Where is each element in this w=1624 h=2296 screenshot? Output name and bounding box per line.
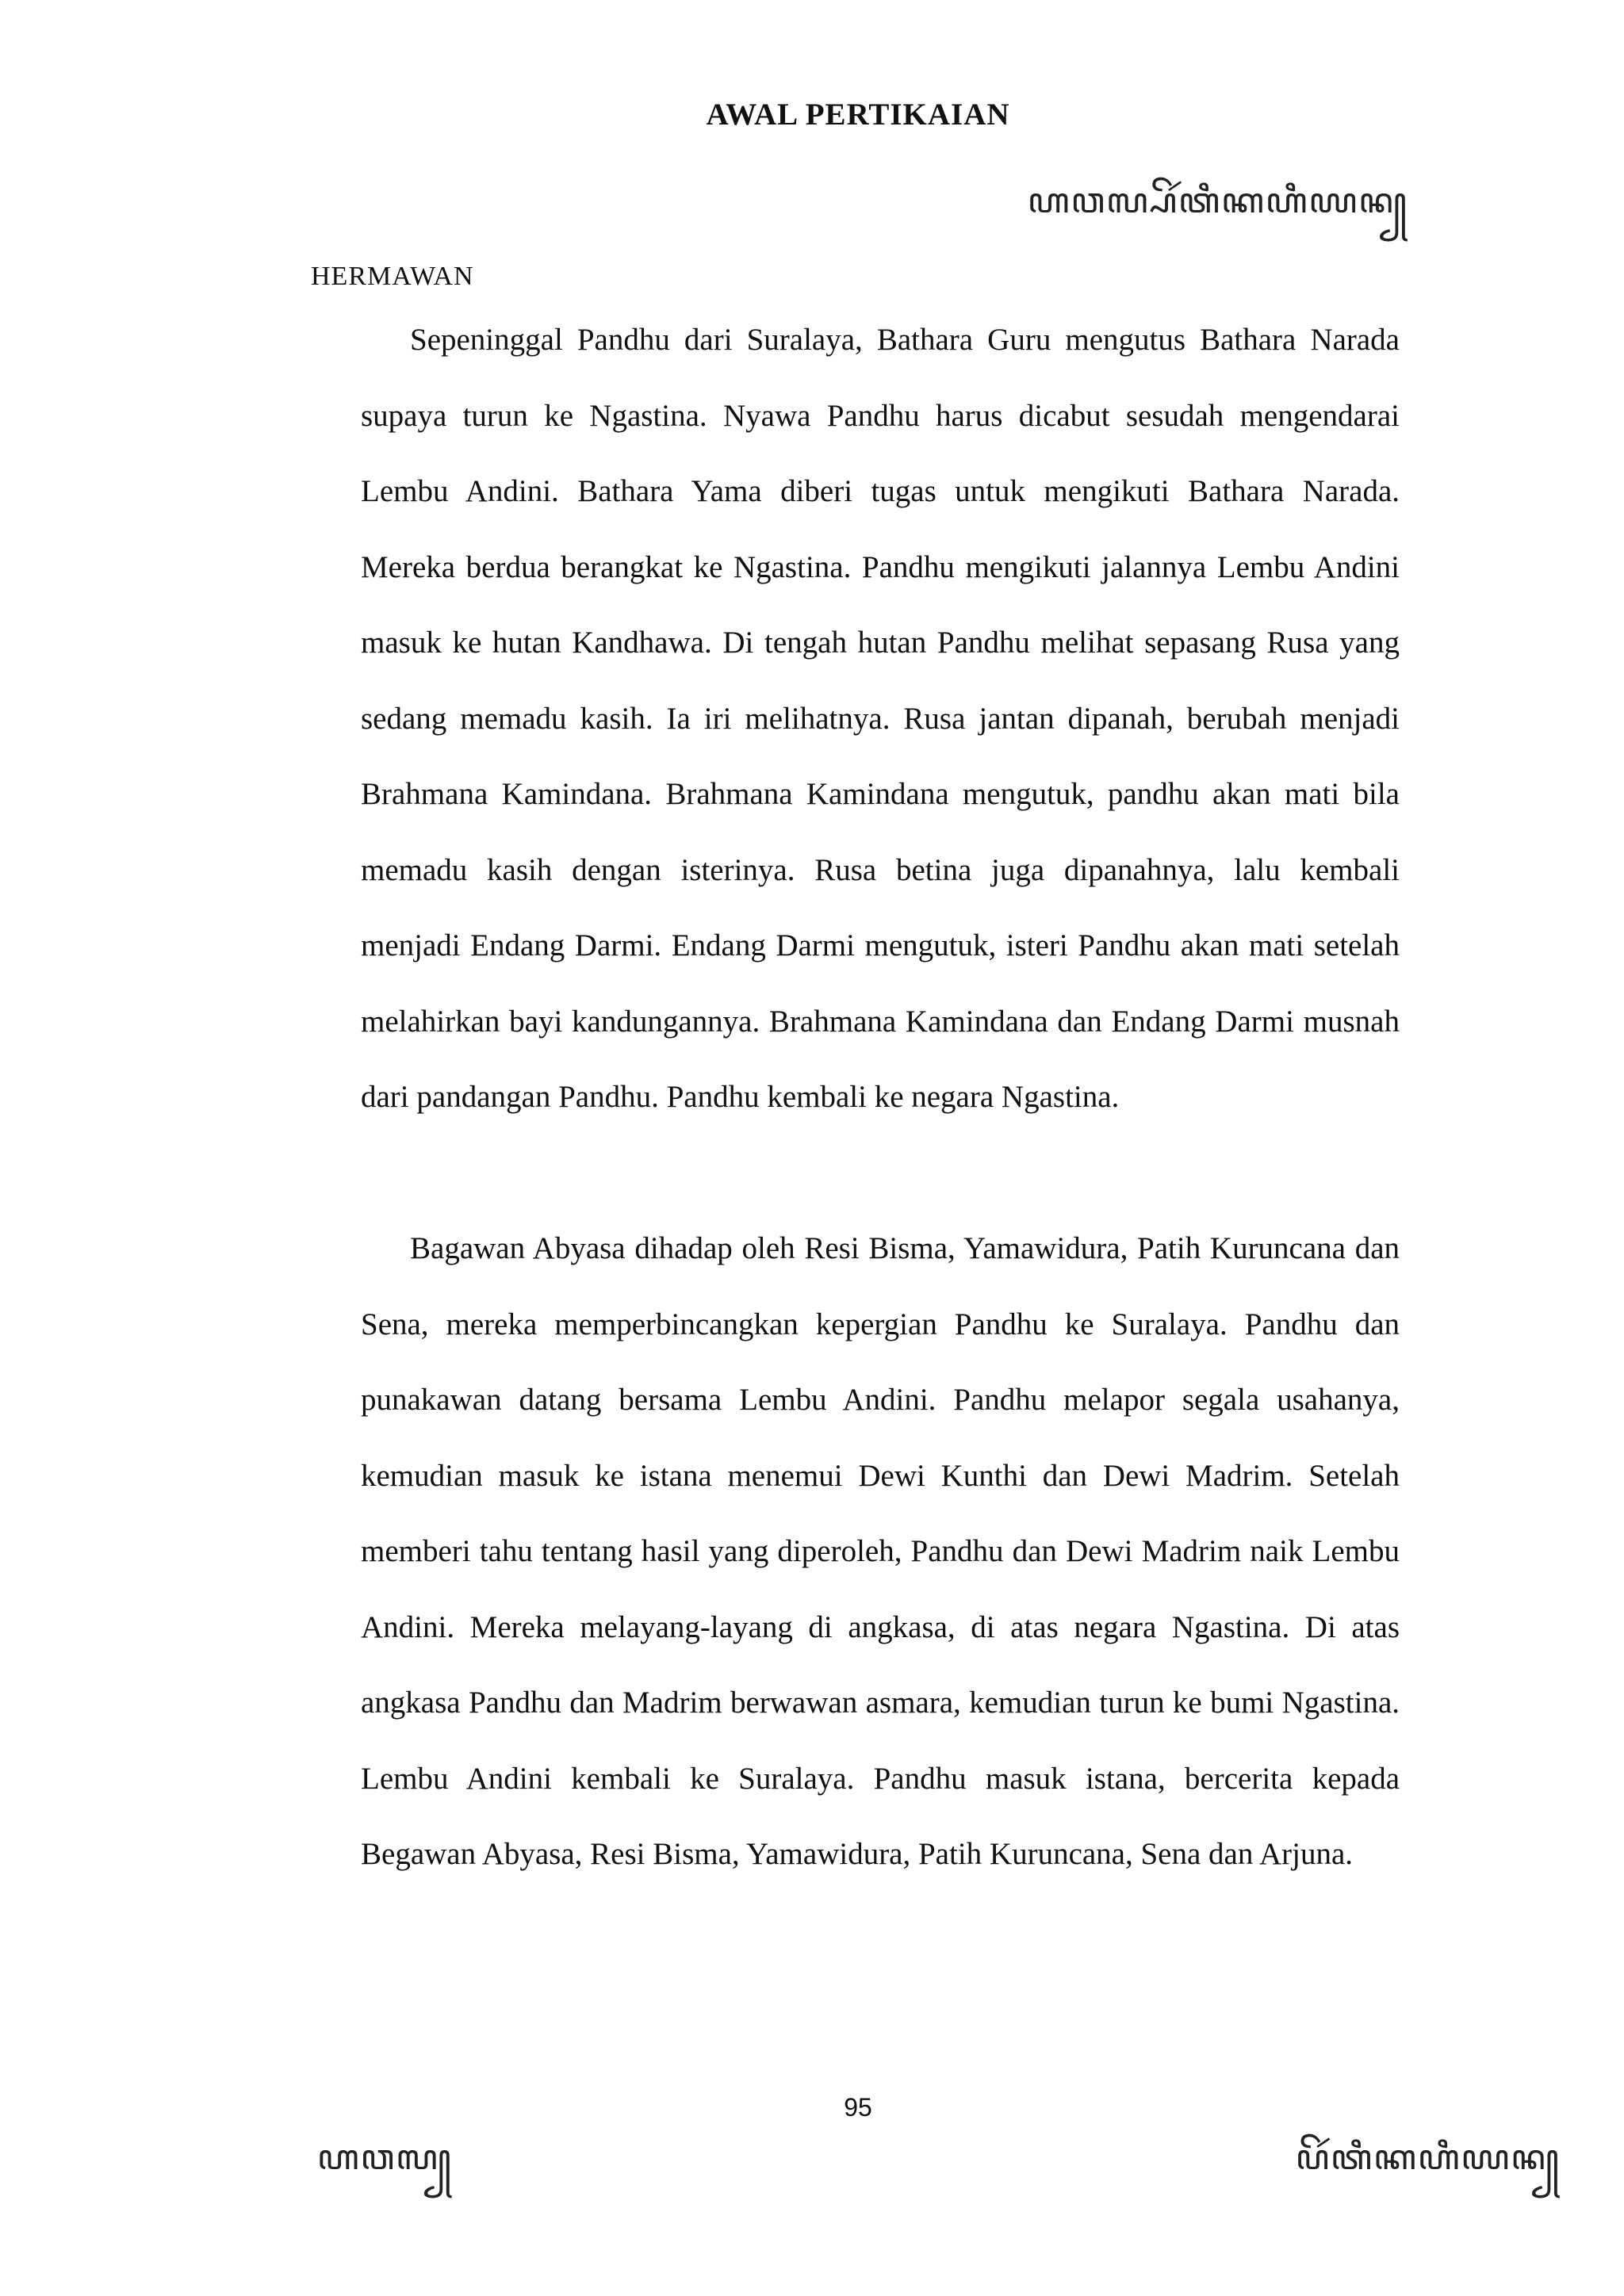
body-text (361, 302, 1400, 1892)
page-title: AWAL PERTIKAIAN (706, 98, 1010, 132)
footer-left-script (317, 2137, 453, 2178)
javanese-title-main: ꦲꦮꦭ꧀ꦥꦼꦂꦠꦶꦏꦲꦶꦪꦤ꧀ (1027, 181, 1408, 221)
footer-left-script-main: ꦲꦮꦭ꧀ (317, 2137, 453, 2178)
author-name: HERMAWAN (311, 262, 474, 291)
footer-right-script-main: ꦥꦼꦂꦠꦶꦏꦲꦶꦪꦤ꧀ (1295, 2137, 1561, 2178)
javanese-title-script (1027, 181, 1408, 221)
page-number: 95 (844, 2093, 872, 2122)
footer-right-script (1295, 2137, 1561, 2178)
paragraph: Sepeninggal Pandhu dari Suralaya, Bathara Guru mengutus Bathara Narada supaya turun ke Ngastina. Nyawa Pandhu harus dicabut sesudah mengendarai Lembu Andini. Bathara Yama diberi tugas untuk mengikuti Bathara Narada. Mereka berdua berangkat ke Ngastina. Pandhu mengikuti jalannya Lembu Andini masuk ke hutan Kandhawa. Di tengah hutan Pandhu melihat sepasang Rusa yang sedang memadu kasih. Ia iri melihatnya. Rusa jantan dipanah, berubah menjadi Brahmana Kamindana. Brahmana Kamindana mengutuk, pandhu akan mati bila memadu kasih dengan isterinya. Rusa betina juga dipanahnya, lalu kembali menjadi Endang Darmi. Endang Darmi mengutuk, isteri Pandhu akan mati setelah melahirkan bayi kandungannya. Brahmana Kamindana dan Endang Darmi musnah dari pandangan Pandhu. Pandhu kembali ke negara Ngastina. (361, 323, 1400, 1114)
paragraph: Bagawan Abyasa dihadap oleh Resi Bisma, Yamawidura, Patih Kuruncana dan Sena, mereka memperbincangkan kepergian Pandhu ke Suralaya. Pandhu dan punakawan datang bersama Lembu Andini. Pandhu melapor segala usahanya, kemudian masuk ke istana menemui Dewi Kunthi dan Dewi Madrim. Setelah memberi tahu tentang hasil yang diperoleh, Pandhu dan Dewi Madrim naik Lembu Andini. Mereka melayang-layang di angkasa, di atas negara Ngastina. Di atas angkasa Pandhu dan Madrim berwawan asmara, kemudian turun ke bumi Ngastina. Lembu Andini kembali ke Suralaya. Pandhu masuk istana, bercerita kepada Begawan Abyasa, Resi Bisma, Yamawidura, Patih Kuruncana, Sena dan Arjuna. (361, 1231, 1400, 1871)
